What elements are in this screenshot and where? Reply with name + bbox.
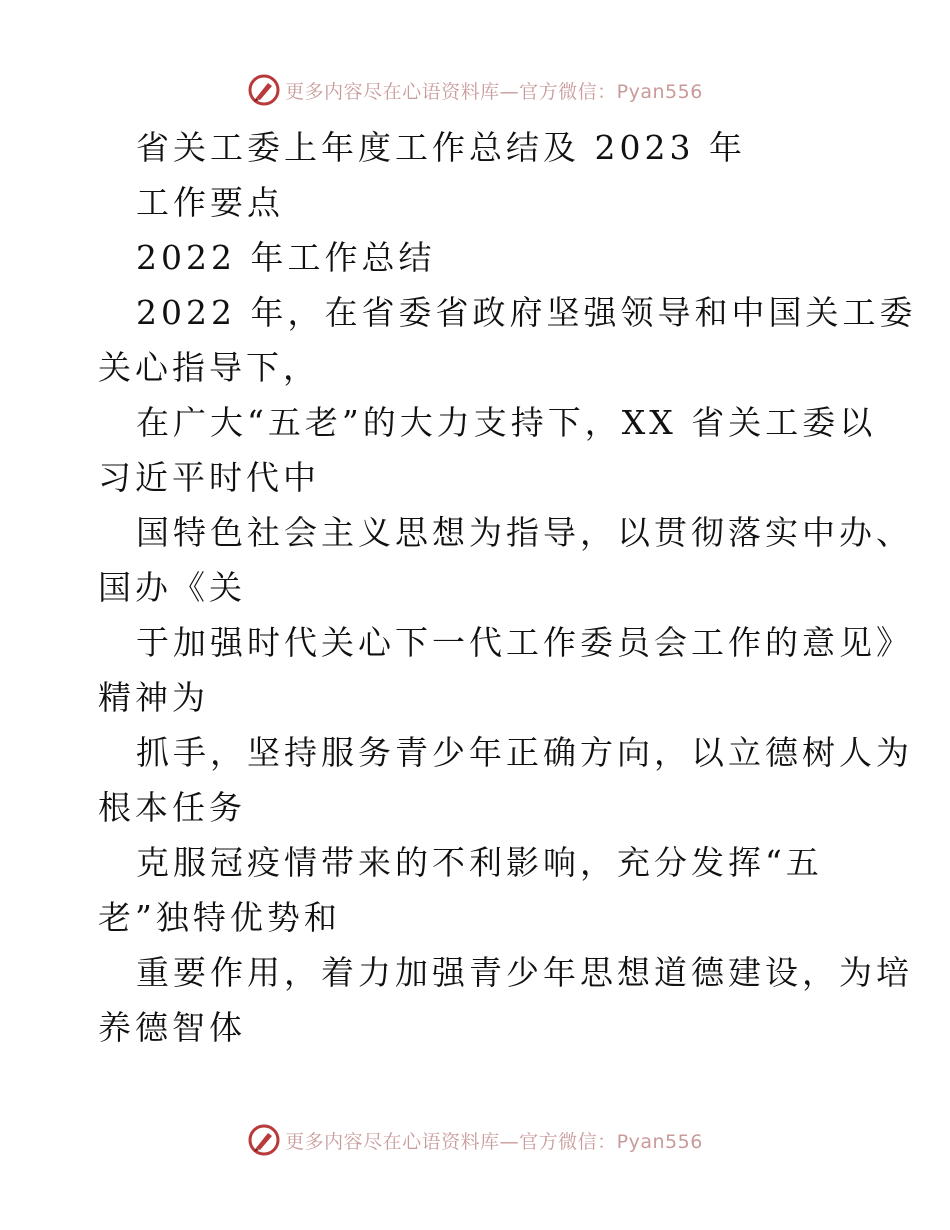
- paragraph-line: 于加强时代关心下一代工作委员会工作的意见》: [136, 623, 913, 662]
- paragraph-line: 精神为: [98, 678, 209, 717]
- paragraph-line: 老”独特优势和: [98, 898, 341, 937]
- doc-title-line-1: 省关工委上年度工作总结及 2023 年: [136, 128, 746, 167]
- pen-logo-icon: [247, 73, 281, 107]
- paragraph-line: 根本任务: [98, 788, 246, 827]
- paragraph-line: 2022 年，在省委省政府坚强领导和中国关工委: [136, 293, 917, 332]
- paragraph-line: 国特色社会主义思想为指导，以贯彻落实中办、: [136, 513, 913, 552]
- section-heading: 2022 年工作总结: [136, 238, 436, 277]
- paragraph-line: 克服冠疫情带来的不利影响，充分发挥“五: [136, 843, 823, 882]
- paragraph-line: 关心指导下，: [98, 348, 320, 387]
- paragraph-line: 习近平时代中: [98, 458, 320, 497]
- header-banner-text: 更多内容尽在心语资料库—官方微信：Pyan556: [285, 80, 703, 103]
- header-banner: [0, 70, 950, 110]
- paragraph-line: 在广大“五老”的大力支持下，XX 省关工委以: [136, 403, 877, 442]
- paragraph-line: 养德智体: [98, 1008, 246, 1047]
- paragraph-line: 抓手，坚持服务青少年正确方向，以立德树人为: [136, 733, 913, 772]
- footer-banner-text: 更多内容尽在心语资料库—官方微信：Pyan556: [285, 1130, 703, 1153]
- paragraph-line: 重要作用，着力加强青少年思想道德建设，为培: [136, 953, 913, 992]
- footer-banner: [0, 1120, 950, 1160]
- document-body: [98, 120, 917, 1055]
- paragraph-line: 国办《关: [98, 568, 246, 607]
- pen-logo-icon: [247, 1123, 281, 1157]
- doc-title-line-2: 工作要点: [136, 183, 284, 222]
